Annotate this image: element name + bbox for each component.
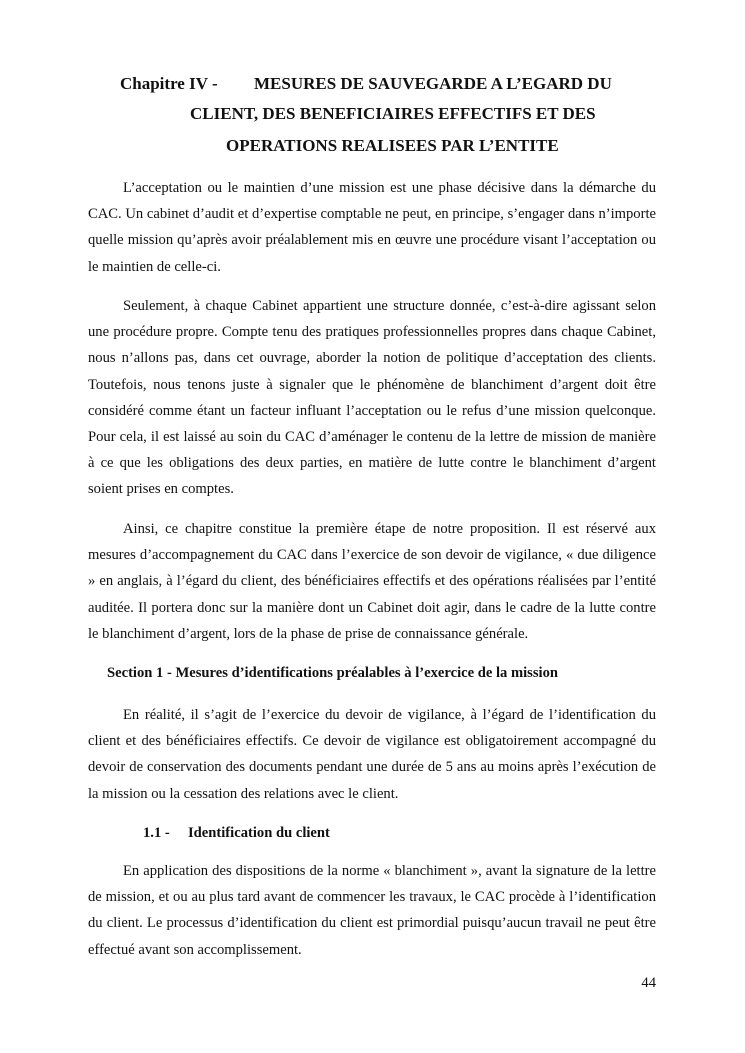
paragraph-structure-cabinet: Seulement, à chaque Cabinet appartient une structure donnée, c’est-à-dire agissant selon une procédure propre. Compte tenu des pratiques professionnelles propres dans chaque Cabinet, nous n’allons pas, dans cet ouvrage, aborder la notion de politique d’acceptation des clients. Toutefois, nous tenons juste à signaler que le phénomène de blanchiment d’argent doit être considéré comme étant un facteur influant l’acceptation ou le refus d’une mission quelconque. Pour cela, il est laissé au soin du CAC d’aménager le contenu de la lettre de mission de manière à ce que les obligations des deux parties, en matière de lutte contre le blanchiment d’argent soient prises en comptes. <box>88 298 656 498</box>
paragraph-identification-client: En application des dispositions de la norme « blanchiment », avant la signature de la lettre de mission, et ou au plus tard avant de commencer les travaux, le CAC procède à l’identification du client. Le processus d’identification du client est primordial puisqu’aucun travail ne peut être effectué avant son accomplissement. <box>88 863 656 958</box>
paragraph-devoir-vigilance: En réalité, il s’agit de l’exercice du devoir de vigilance, à l’égard de l’identification du client et des bénéficiaires effectifs. Ce devoir de vigilance est obligatoirement accompagné du devoir de conservation des documents pendant une durée de 5 ans au moins après l’exécution de la mission ou la cessation des relations avec le client. <box>88 707 656 802</box>
chapter-title-line-2: CLIENT, DES BENEFICIAIRES EFFECTIFS ET DES <box>190 104 596 123</box>
paragraph-acceptation: L’acceptation ou le maintien d’une mission est une phase décisive dans la démarche du CAC. Un cabinet d’audit et d’expertise comptable ne peut, en principe, s’engager dans n’importe quelle mission qu’après avoir préalablement mis en œuvre une procédure visant l’acceptation ou le maintien de celle-ci. <box>88 180 656 275</box>
subsection-heading <box>143 822 330 844</box>
chapter-label: Chapitre IV - <box>120 74 218 93</box>
chapter-title-line-3: OPERATIONS REALISEES PAR L’ENTITE <box>226 136 559 155</box>
section-heading: Section 1 - Mesures d’identifications préalables à l’exercice de la mission <box>107 665 559 681</box>
page-number: 44 <box>641 975 656 991</box>
subsection-title: Identification du client <box>188 825 330 841</box>
chapter-title-line-1: MESURES DE SAUVEGARDE A L’EGARD DU <box>254 74 612 93</box>
subsection-number: 1.1 - <box>143 825 170 841</box>
paragraph-chapter-purpose: Ainsi, ce chapitre constitue la première étape de notre proposition. Il est réservé aux mesures d’accompagnement du CAC dans l’exercice de son devoir de vigilance, « due diligence » en anglais, à l’égard du client, des bénéficiaires effectifs et des opérations réalisées par l’entité auditée. Il portera donc sur la manière dont un Cabinet doit agir, dans le cadre de la lutte contre le blanchiment d’argent, lors de la phase de prise de connaissance générale. <box>88 521 656 642</box>
